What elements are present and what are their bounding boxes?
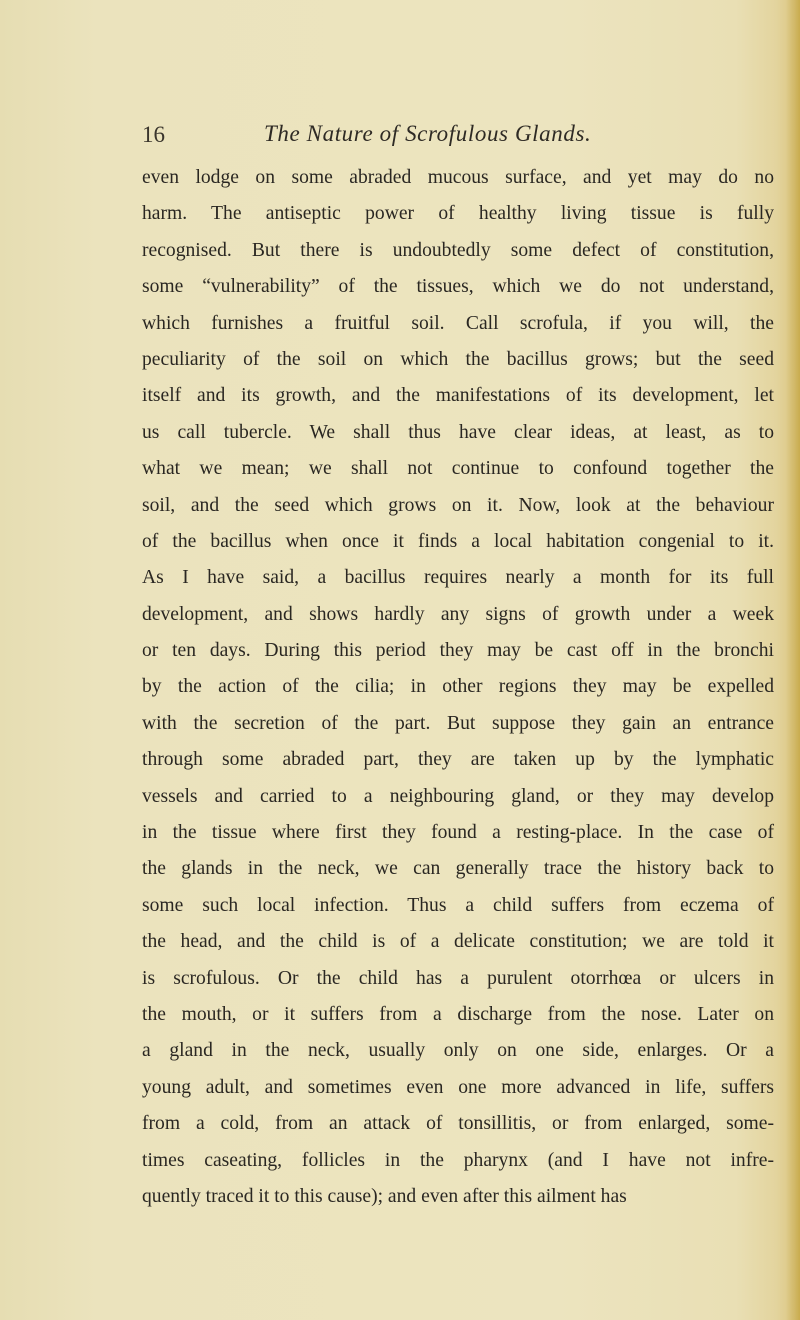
text-line: itself and its growth, and the manifestations of its development, let bbox=[142, 385, 774, 407]
text-line: in the tissue where first they found a resting-place. In the case of bbox=[142, 822, 774, 844]
text-line: or ten days. During this period they may be cast off in the bronchi bbox=[142, 640, 774, 662]
text-line: the glands in the neck, we can generally trace the history back to bbox=[142, 858, 774, 880]
text-line: with the secretion of the part. But suppose they gain an entrance bbox=[142, 712, 774, 734]
text-line: the head, and the child is of a delicate constitution; we are told it bbox=[142, 931, 774, 953]
text-line: a gland in the neck, usually only on one side, enlarges. Or a bbox=[142, 1040, 774, 1062]
text-line: is scrofulous. Or the child has a purulent otorrhœa or ulcers in bbox=[142, 967, 774, 989]
text-line: young adult, and sometimes even one more advanced in life, suffers bbox=[142, 1076, 774, 1098]
body-paragraph bbox=[142, 160, 774, 1215]
text-line: vessels and carried to a neighbouring gland, or they may develop bbox=[142, 785, 774, 807]
text-line: us call tubercle. We shall thus have clear ideas, at least, as to bbox=[142, 421, 774, 443]
text-line: which furnishes a fruitful soil. Call scrofula, if you will, the bbox=[142, 312, 774, 334]
page-edge-shading bbox=[786, 0, 800, 1320]
text-line: by the action of the cilia; in other regions they may be expelled bbox=[142, 676, 774, 698]
page-header bbox=[142, 122, 742, 152]
text-line: times caseating, follicles in the pharynx (and I have not infre- bbox=[142, 1149, 774, 1171]
page-number: 16 bbox=[142, 122, 165, 147]
text-line: some such local infection. Thus a child suffers from eczema of bbox=[142, 894, 774, 916]
text-line: soil, and the seed which grows on it. Now, look at the behaviour bbox=[142, 494, 774, 516]
text-line: through some abraded part, they are taken up by the lymphatic bbox=[142, 749, 774, 771]
text-line: harm. The antiseptic power of healthy living tissue is fully bbox=[142, 203, 774, 225]
text-line: the mouth, or it suffers from a discharge from the nose. Later on bbox=[142, 1003, 774, 1025]
text-line: As I have said, a bacillus requires nearly a month for its full bbox=[142, 567, 774, 589]
text-line: of the bacillus when once it finds a local habitation congenial to it. bbox=[142, 530, 774, 552]
text-line: development, and shows hardly any signs of growth under a week bbox=[142, 603, 774, 625]
text-line: even lodge on some abraded mucous surface, and yet may do no bbox=[142, 167, 774, 188]
text-line: some “vulnerability” of the tissues, which we do not understand, bbox=[142, 276, 774, 298]
running-title: The Nature of Scrofulous Glands. bbox=[264, 121, 592, 146]
text-line: recognised. But there is undoubtedly some defect of constitution, bbox=[142, 239, 774, 261]
text-line: quently traced it to this cause); and even after this ailment has bbox=[142, 1185, 627, 1207]
text-line: from a cold, from an attack of tonsillitis, or from enlarged, some- bbox=[142, 1113, 774, 1135]
text-line: what we mean; we shall not continue to confound together the bbox=[142, 458, 774, 480]
text-line: peculiarity of the soil on which the bacillus grows; but the seed bbox=[142, 348, 774, 370]
